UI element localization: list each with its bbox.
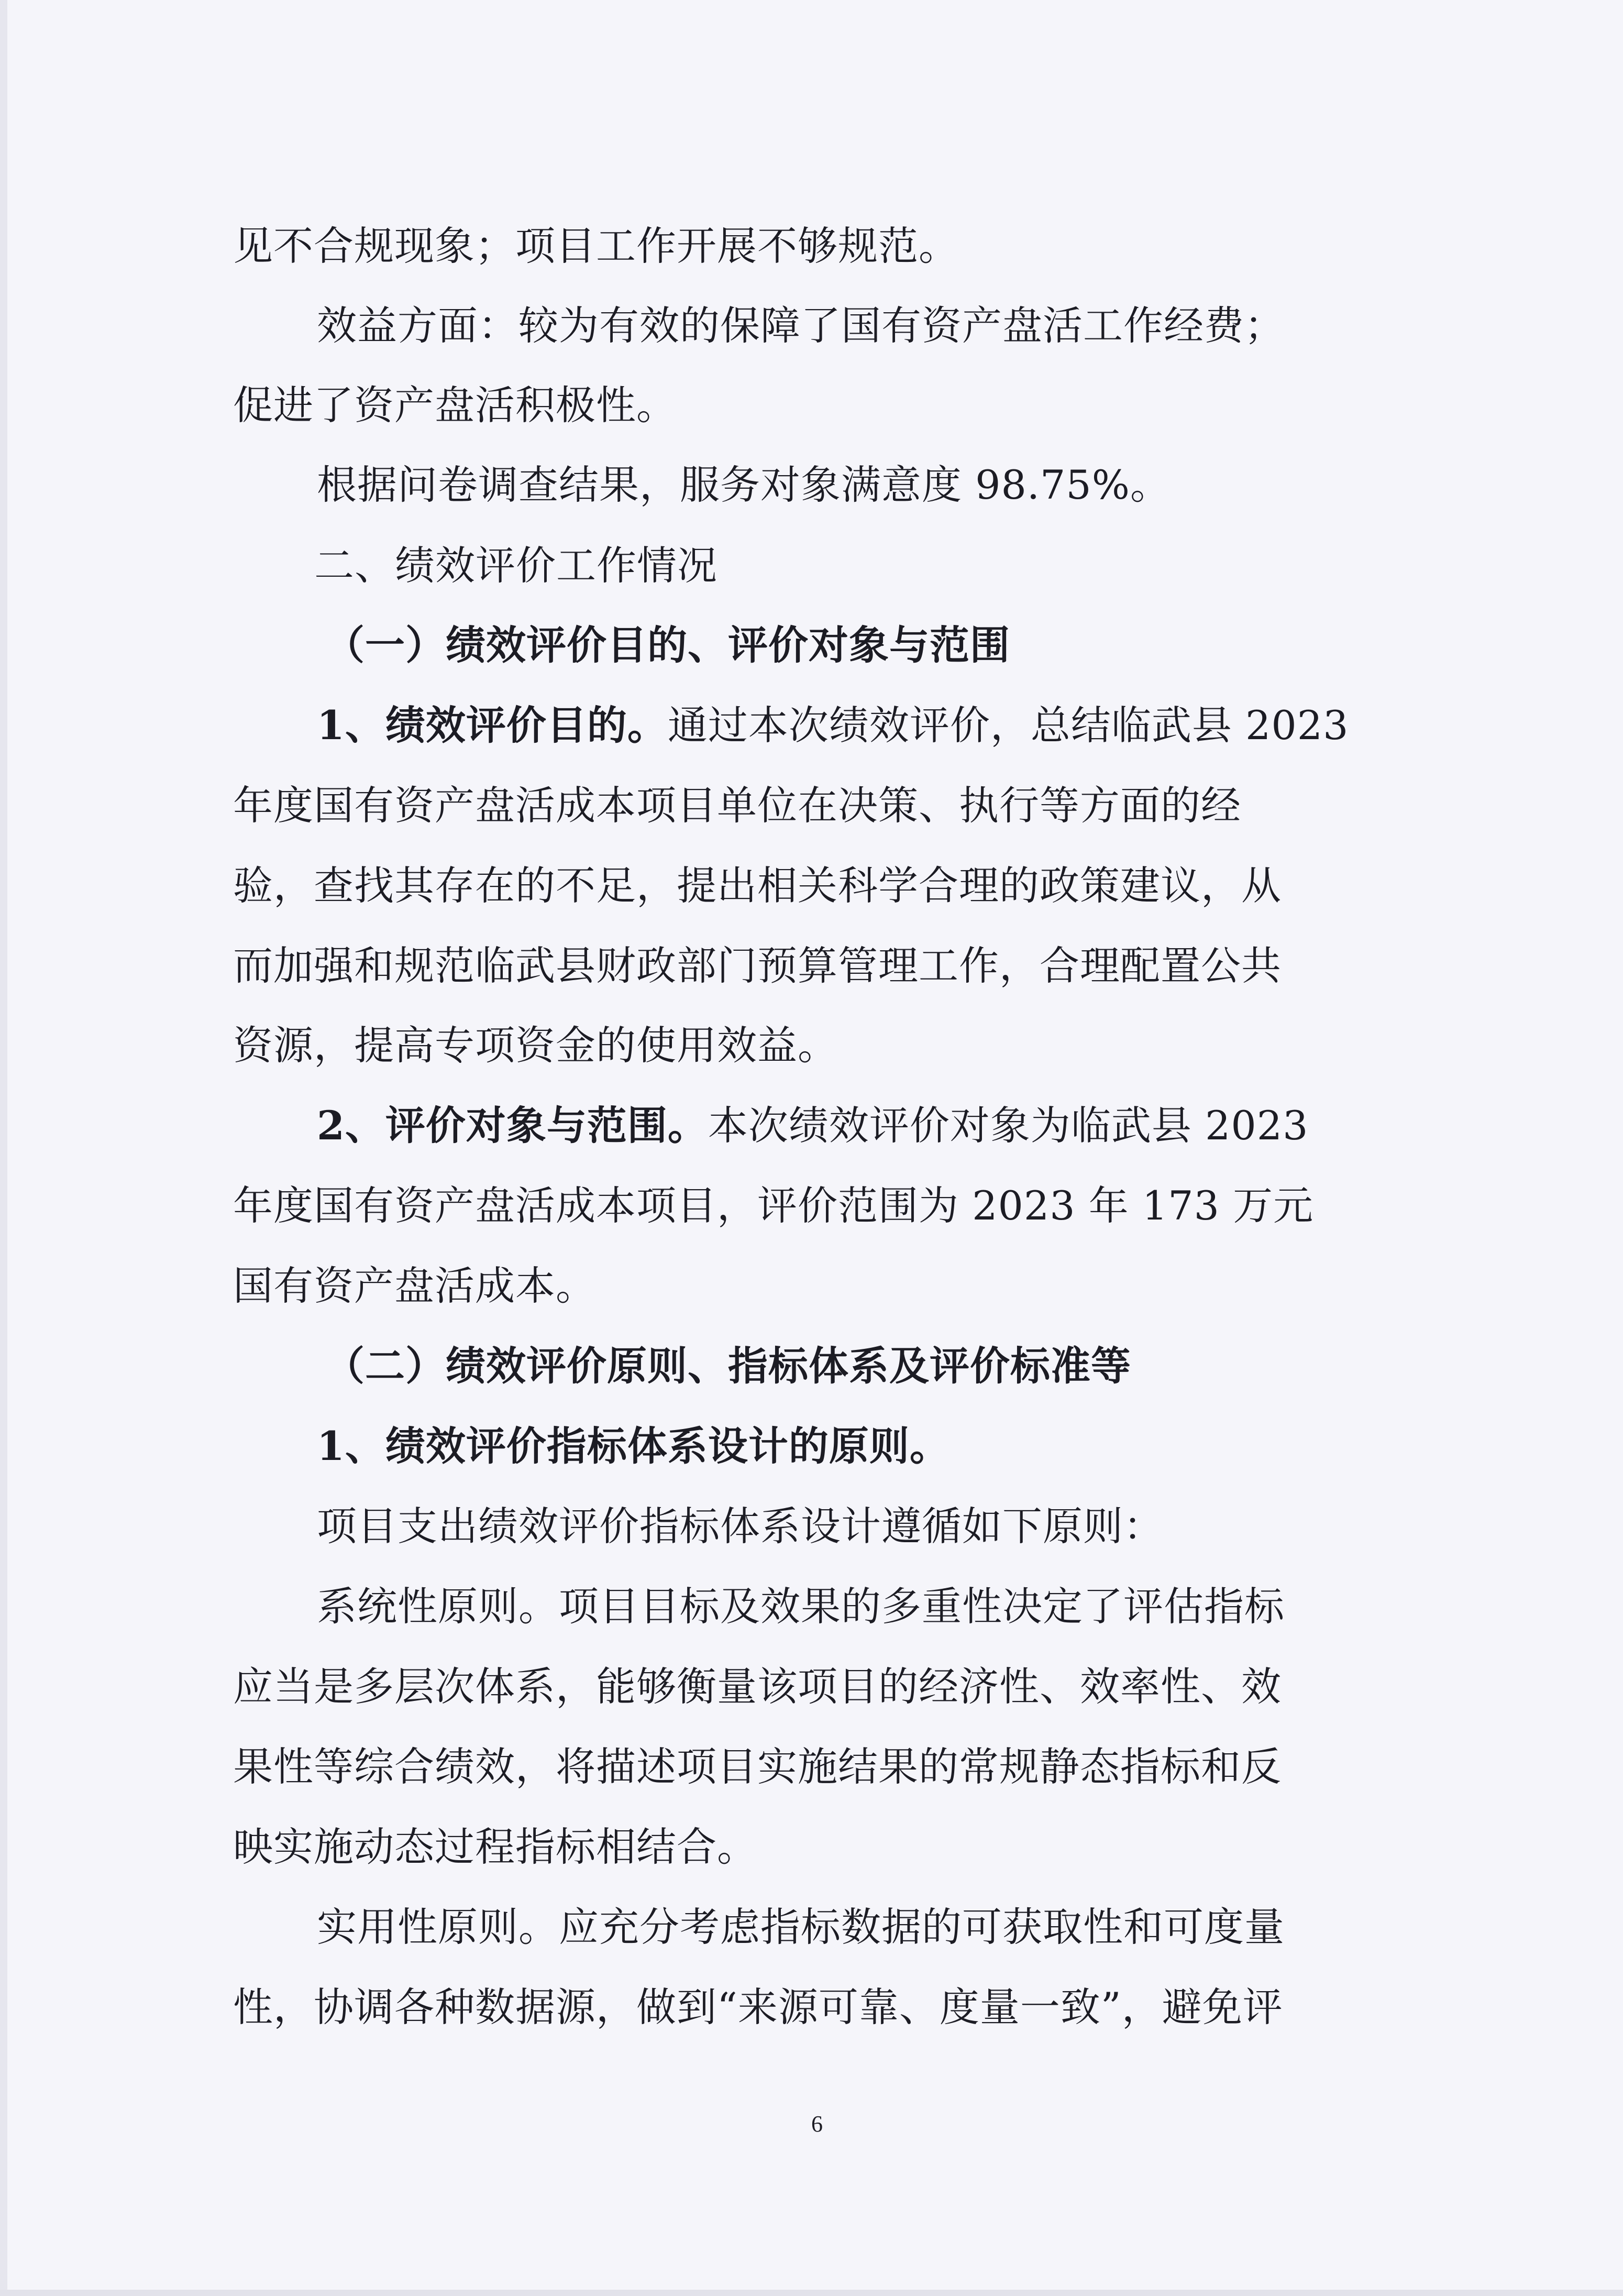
text-line: 映实施动态过程指标相结合。: [233, 1823, 757, 1870]
text-line: 根据问卷调查结果，服务对象满意度 98.75%。: [317, 462, 1171, 508]
text-line: 促进了资产盘活积极性。: [233, 382, 677, 429]
subsection-heading: （一）绩效评价目的、评价对象与范围: [325, 622, 1010, 668]
inline-heading: 1、绩效评价目的。: [317, 702, 668, 749]
text-line: 性，协调各种数据源，做到“来源可靠、度量一致”，避免评: [233, 1984, 1283, 2030]
text-line: 效益方面：较为有效的保障了国有资产盘活工作经费；: [317, 302, 1285, 349]
text-line: 应当是多层次体系，能够衡量该项目的经济性、效率性、效: [233, 1663, 1282, 1710]
text-line: 验，查找其存在的不足，提出相关科学合理的政策建议，从: [233, 862, 1282, 909]
text-line: 见不合规现象；项目工作开展不够规范。: [233, 223, 959, 269]
scan-edge: [0, 0, 7, 2296]
text-line: 国有资产盘活成本。: [233, 1262, 596, 1309]
paragraph-line: [317, 699, 1349, 752]
subsection-heading: （二）绩效评价原则、指标体系及评价标准等: [325, 1343, 1131, 1389]
inline-heading: 2、评价对象与范围。: [317, 1102, 708, 1149]
text-line: 年度国有资产盘活成本项目单位在决策、执行等方面的经: [233, 782, 1241, 829]
text-line: 项目支出绩效评价指标体系设计遵循如下原则：: [317, 1503, 1164, 1550]
text-line: 系统性原则。项目目标及效果的多重性决定了评估指标: [317, 1583, 1285, 1630]
page-number: 6: [811, 2111, 823, 2137]
inline-text: 通过本次绩效评价，总结临武县 2023: [667, 702, 1349, 749]
inline-text: 本次绩效评价对象为临武县 2023: [708, 1102, 1309, 1149]
text-line: 资源，提高专项资金的使用效益。: [233, 1022, 838, 1069]
text-line: 1、绩效评价指标体系设计的原则。: [317, 1423, 950, 1469]
text-line: 果性等综合绩效，将描述项目实施结果的常规静态指标和反: [233, 1743, 1282, 1790]
text-line: 而加强和规范临武县财政部门预算管理工作，合理配置公共: [233, 942, 1282, 989]
text-line: 实用性原则。应充分考虑指标数据的可获取性和可度量: [317, 1904, 1285, 1950]
text-line: 年度国有资产盘活成本项目，评价范围为 2023 年 173 万元: [233, 1182, 1314, 1229]
section-heading: 二、绩效评价工作情况: [314, 542, 717, 589]
paragraph-line: [317, 1100, 1308, 1152]
scan-edge: [0, 2290, 1623, 2296]
